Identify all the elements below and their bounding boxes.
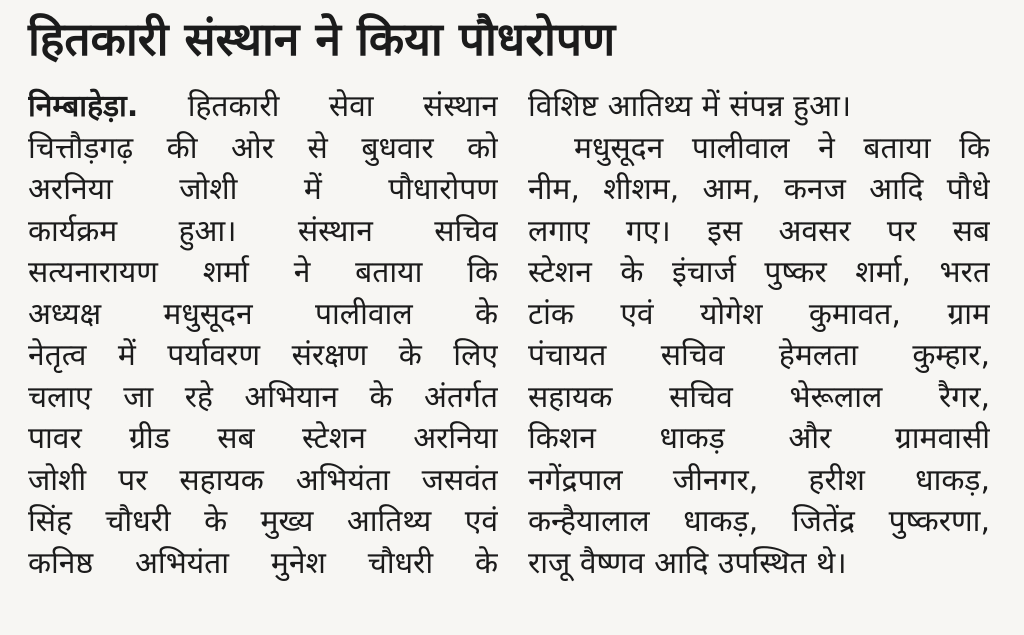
text-line: नगेंद्रपाल जीनगर, हरीश धाकड़,	[528, 462, 990, 498]
left-column	[28, 86, 498, 584]
right-column	[528, 86, 990, 584]
text-line: चलाए जा रहे अभियान के अंतर्गत	[28, 379, 498, 415]
text-line: लगाए गए। इस अवसर पर सब	[528, 213, 990, 249]
text-line: अध्यक्ष मधुसूदन पालीवाल के	[28, 296, 498, 332]
text-line: चित्तौड़गढ़ की ओर से बुधवार को	[28, 130, 498, 166]
text-line: नेतृत्व में पर्यावरण संरक्षण के लिए	[28, 338, 498, 373]
text-line: सिंह चौधरी के मुख्य आतिथ्य एवं	[28, 504, 498, 539]
text-line: कार्यक्रम हुआ। संस्थान सचिव	[28, 213, 498, 249]
text-line: मधुसूदन पालीवाल ने बताया कि	[574, 130, 990, 166]
dateline: निम्बाहेड़ा.	[28, 89, 139, 124]
text-line: स्टेशन के इंचार्ज पुष्कर शर्मा, भरत	[528, 255, 990, 290]
text-line: जोशी पर सहायक अभियंता जसवंत	[28, 462, 498, 498]
text-line: सहायक सचिव भेरूलाल रैगर,	[528, 379, 990, 415]
text-line: पंचायत सचिव हेमलता कुम्हार,	[528, 338, 990, 373]
text-line: विशिष्ट आतिथ्य में संपन्न हुआ।	[528, 89, 852, 124]
text-line: कन्हैयालाल धाकड़, जितेंद्र पुष्करणा,	[528, 504, 990, 539]
text-line: सत्यनारायण शर्मा ने बताया कि	[28, 255, 498, 290]
text-line: पावर ग्रीड सब स्टेशन अरनिया	[28, 421, 498, 456]
text-line: टांक एवं योगेश कुमावत, ग्राम	[528, 296, 990, 332]
text-line: अरनिया जोशी में पौधारोपण	[28, 172, 498, 207]
text-line: कनिष्ठ अभियंता मुनेश चौधरी के	[28, 545, 498, 581]
text-line: राजू वैष्णव आदि उपस्थित थे।	[528, 545, 847, 581]
article-headline: हितकारी संस्थान ने किया पौधरोपण	[28, 12, 616, 66]
text-line: किशन धाकड़ और ग्रामवासी	[528, 421, 990, 456]
text-line: नीम, शीशम, आम, कनज आदि पौधे	[528, 172, 990, 207]
text-line: निम्बाहेड़ा. हितकारी सेवा संस्थान	[28, 89, 498, 124]
